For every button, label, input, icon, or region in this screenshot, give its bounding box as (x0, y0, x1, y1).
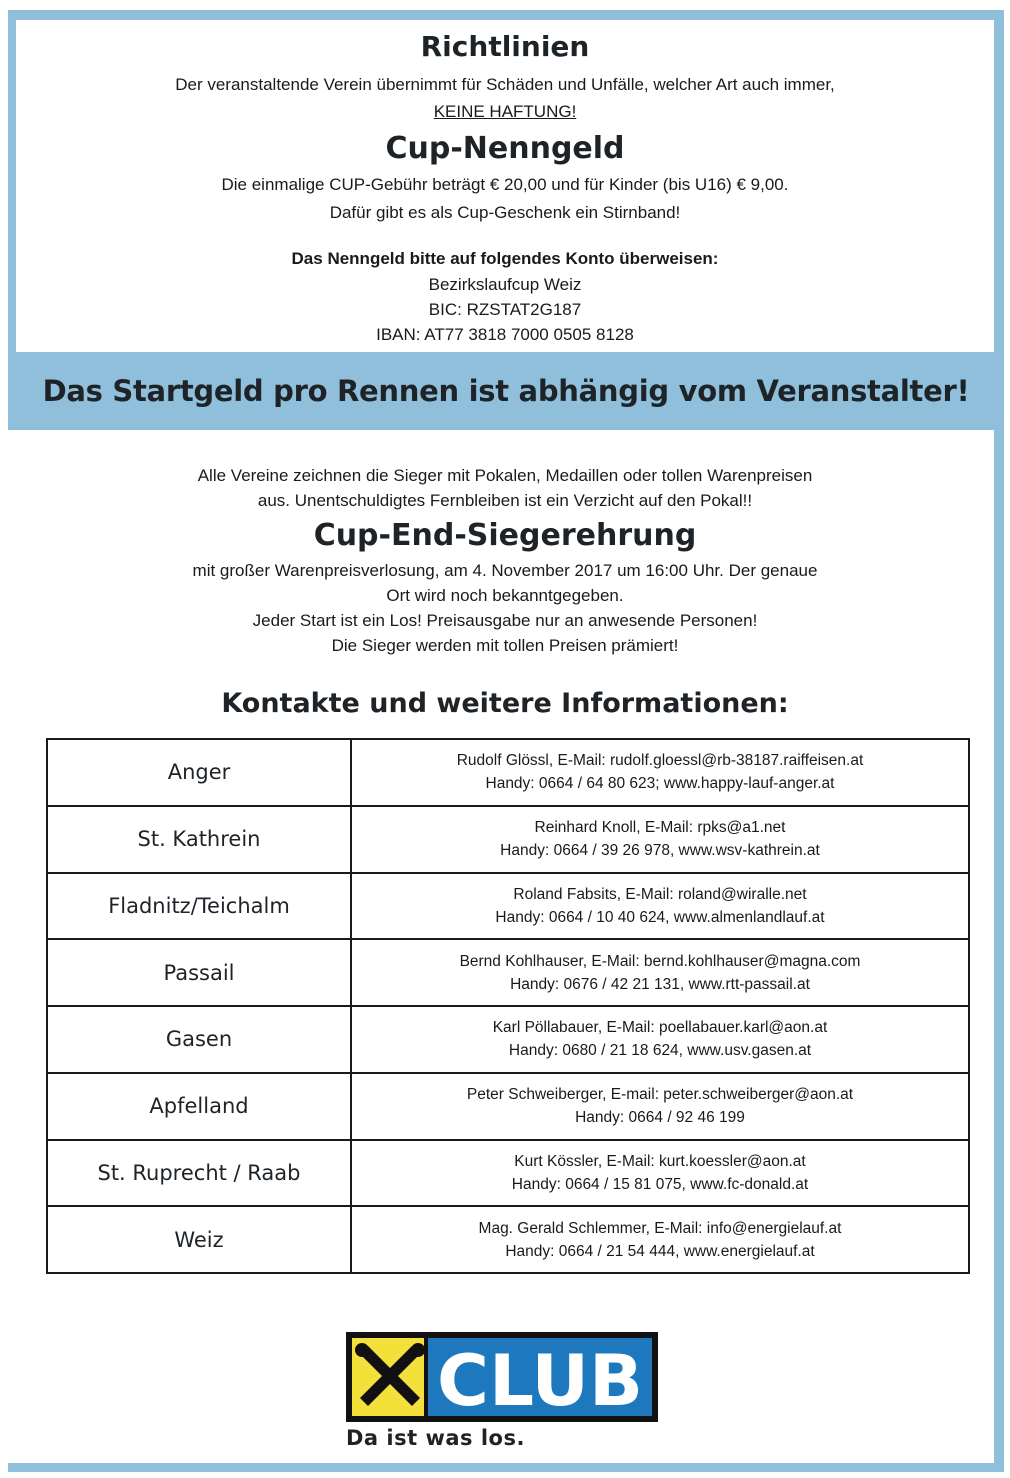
contact-info (351, 739, 969, 806)
contact-info (351, 1140, 969, 1207)
contact-phone-line: Handy: 0680 / 21 18 624, www.usv.gasen.at (508, 1042, 812, 1060)
logo-slogan: Da ist was los. (346, 1426, 525, 1450)
contact-row-apfelland (47, 1073, 969, 1140)
contact-phone-line: Handy: 0664 / 64 80 623; www.happy-lauf-anger.at (485, 775, 835, 793)
contact-location: Anger (47, 739, 351, 806)
account-name: Bezirkslaufcup Weiz (428, 275, 582, 294)
contact-location: Passail (47, 939, 351, 1006)
siegerehrung-line1: mit großer Warenpreisverlosung, am 4. November 2017 um 16:00 Uhr. Der genaue (192, 561, 818, 580)
contact-phone-line: Handy: 0664 / 15 81 075, www.fc-donald.at (511, 1175, 809, 1193)
contact-email-line: Reinhard Knoll, E-Mail: rpks@a1.net (534, 819, 786, 837)
contact-info (351, 1006, 969, 1073)
contact-phone-line: Handy: 0664 / 39 26 978, www.wsv-kathrein.at (500, 842, 820, 860)
awards-text-line1: Alle Vereine zeichnen die Sieger mit Pokalen, Medaillen oder tollen Warenpreisen (197, 466, 813, 485)
siegerehrung-line3: Jeder Start ist ein Los! Preisausgabe nur an anwesende Personen! (252, 611, 758, 630)
contact-location: Apfelland (47, 1073, 351, 1140)
contact-phone-line: Handy: 0664 / 92 46 199 (575, 1109, 745, 1127)
nenngeld-fee-text: Die einmalige CUP-Gebühr beträgt € 20,00 und für Kinder (bis U16) € 9,00. (221, 175, 789, 194)
contact-info (351, 806, 969, 873)
siegerehrung-line2: Ort wird noch bekanntgegeben. (386, 586, 624, 605)
contact-row-passail (47, 939, 969, 1006)
contact-row-st-ruprecht-raab (47, 1140, 969, 1207)
nenngeld-gift-text: Dafür gibt es als Cup-Geschenk ein Stirnband! (329, 203, 681, 222)
raiffeisen-club-logo (346, 1332, 658, 1422)
siegerehrung-title: Cup-End-Siegerehrung (313, 518, 697, 553)
contact-email-line: Mag. Gerald Schlemmer, E-Mail: info@energielauf.at (478, 1219, 842, 1237)
transfer-heading: Das Nenngeld bitte auf folgendes Konto überweisen: (291, 249, 719, 268)
contact-info (351, 1073, 969, 1140)
contact-info (351, 1206, 969, 1273)
siegerehrung-line4: Die Sieger werden mit tollen Preisen prämiert! (331, 636, 679, 655)
contact-info (351, 939, 969, 1006)
contacts-table (46, 738, 970, 1274)
contact-row-st-kathrein (47, 806, 969, 873)
awards-text-line2: aus. Unentschuldigtes Fernbleiben ist ein Verzicht auf den Pokal!! (257, 491, 753, 510)
contact-location: Weiz (47, 1206, 351, 1273)
contact-phone-line: Handy: 0664 / 10 40 624, www.almenlandlauf.at (495, 908, 825, 926)
richtlinien-text: Der veranstaltende Verein übernimmt für Schäden und Unfälle, welcher Art auch immer, (175, 75, 835, 94)
bic-text: BIC: RZSTAT2G187 (428, 300, 582, 319)
contact-row-fladnitz-teichalm (47, 873, 969, 940)
contact-location: Gasen (47, 1006, 351, 1073)
contact-phone-line: Handy: 0664 / 21 54 444, www.energielauf.at (505, 1242, 815, 1260)
keine-haftung-text: KEINE HAFTUNG! (433, 102, 577, 121)
contact-location: St. Kathrein (47, 806, 351, 873)
contacts-title: Kontakte und weitere Informationen: (221, 688, 789, 719)
contact-phone-line: Handy: 0676 / 42 21 131, www.rtt-passail.at (510, 975, 810, 993)
contact-email-line: Bernd Kohlhauser, E-Mail: bernd.kohlhauser@magna.com (459, 952, 861, 970)
contact-email-line: Karl Pöllabauer, E-Mail: poellabauer.karl@aon.at (492, 1019, 828, 1037)
contact-row-anger (47, 739, 969, 806)
contact-email-line: Rudolf Glössl, E-Mail: rudolf.gloessl@rb-38187.raiffeisen.at (456, 752, 864, 770)
startgeld-banner-text: Das Startgeld pro Rennen ist abhängig vom Veranstalter! (42, 374, 970, 408)
contact-email-line: Roland Fabsits, E-Mail: roland@wiralle.net (513, 885, 807, 903)
contact-location: St. Ruprecht / Raab (47, 1140, 351, 1207)
iban-text: IBAN: AT77 3818 7000 0505 8128 (376, 325, 634, 344)
contact-info (351, 873, 969, 940)
nenngeld-title: Cup-Nenngeld (385, 131, 625, 166)
contact-email-line: Kurt Kössler, E-Mail: kurt.koessler@aon.at (514, 1152, 806, 1170)
contact-row-gasen (47, 1006, 969, 1073)
contact-email-line: Peter Schweiberger, E-mail: peter.schweiberger@aon.at (466, 1086, 854, 1104)
richtlinien-title: Richtlinien (420, 30, 590, 63)
contact-location: Fladnitz/Teichalm (47, 873, 351, 940)
logo-wordmark: CLUB (437, 1340, 643, 1422)
contact-row-weiz (47, 1206, 969, 1273)
startgeld-banner (8, 352, 1004, 430)
